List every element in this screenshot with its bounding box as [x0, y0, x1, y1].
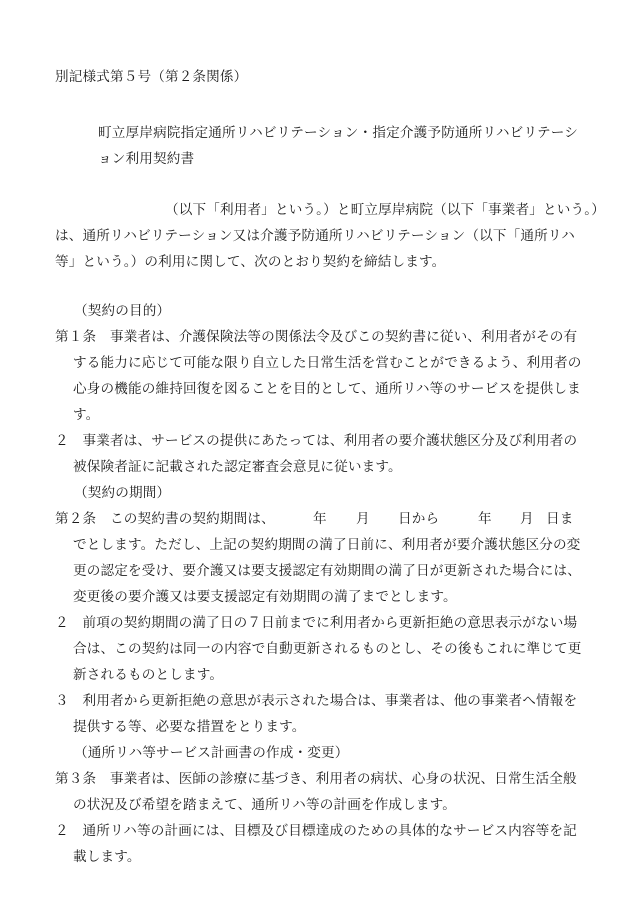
contract-start-month-label: 月 — [356, 511, 370, 527]
contract-start-day-label: 日から — [398, 511, 440, 527]
contract-end-day-label: 日ま — [546, 511, 574, 527]
article-2-paragraph-2-line: ２ 前項の契約期間の満了日の７日前までに利用者から更新拒絶の意思表示がない場 — [55, 615, 578, 631]
article-2-paragraph-3-line: 提供する等、必要な措置をとります。 — [73, 719, 306, 735]
form-label: 別記様式第５号（第２条関係） — [55, 69, 248, 85]
intro-line: 等」という。）の利用に関して、次のとおり契約を締結します。 — [55, 254, 446, 270]
section-heading-purpose: （契約の目的） — [74, 303, 171, 319]
article-1-line: す。 — [73, 407, 100, 423]
article-1-paragraph-2-line: ２ 事業者は、サービスの提供にあたっては、利用者の要介護状態区分及び利用者の — [55, 433, 578, 449]
article-1-paragraph-2-line: 被保険者証に記載された認定審査会意見に従います。 — [73, 459, 402, 475]
article-3-paragraph-2-line: 載します。 — [73, 849, 141, 865]
intro-line: （以下「利用者」という。）と町立厚岸病院（以下「事業者」という。） — [165, 202, 605, 218]
article-2-line: 更の認定を受け、要介護又は要支援認定有効期間の満了日が更新された場合には、 — [73, 563, 581, 579]
contract-end-month-label: 月 — [520, 511, 534, 527]
article-2-paragraph-3-line: ３ 利用者から更新拒絶の意思が表示された場合は、事業者は、他の事業者へ情報を — [55, 693, 578, 709]
article-2-line: でとします。ただし、上記の契約期間の満了日前に、利用者が要介護状態区分の変 — [73, 537, 581, 553]
contract-start-year-label: 年 — [313, 511, 327, 527]
article-3-line: 第３条 事業者は、医師の診療に基づき、利用者の病状、心身の状況、日常生活全般 — [55, 771, 577, 787]
article-3-paragraph-2-line: ２ 通所リハ等の計画には、目標及び目標達成のための具体的なサービス内容等を記 — [55, 823, 577, 839]
contract-end-year-label: 年 — [478, 511, 492, 527]
document-title-line-2: ョン利用契約書 — [98, 151, 195, 167]
article-3-line: の状況及び希望を踏まえて、通所リハ等の計画を作成します。 — [73, 797, 457, 813]
article-2-paragraph-2-line: 新されるものとします。 — [73, 667, 224, 683]
section-heading-service-plan: （通所リハ等サービス計画書の作成・変更） — [74, 745, 349, 761]
article-1-line: 心身の機能の維持回復を図ることを目的として、通所リハ等のサービスを提供しま — [73, 381, 581, 397]
article-2-paragraph-2-line: 合は、この契約は同一の内容で自動更新されるものとし、その後もこれに準じて更 — [73, 641, 582, 657]
article-1-line: 第１条 事業者は、介護保険法等の関係法令及びこの契約書に従い、利用者がその有 — [55, 329, 578, 345]
article-2-line: 変更後の要介護又は要支援認定有効期間の満了までとします。 — [73, 589, 457, 605]
article-1-line: する能力に応じて可能な限り自立した日常生活を営むことができるよう、利用者の — [73, 355, 582, 371]
intro-line: は、通所リハビリテーション又は介護予防通所リハビリテーション（以下「通所リハ — [55, 228, 575, 244]
section-heading-period: （契約の期間） — [74, 485, 171, 501]
article-2-line: 第２条 この契約書の契約期間は、 — [55, 511, 275, 527]
document-title-line-1: 町立厚岸病院指定通所リハビリテーション・指定介護予防通所リハビリテーシ — [98, 125, 578, 141]
